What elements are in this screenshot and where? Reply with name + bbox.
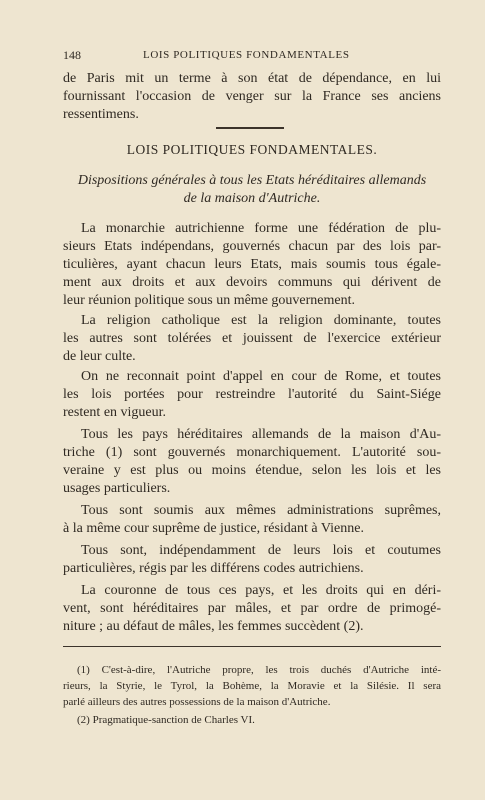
text-line: de Paris mit un terme à son état de dépendance, en lui: [63, 71, 441, 86]
text-line: ressentimens.: [63, 107, 139, 122]
paragraph-line: On ne reconnait point d'appel en cour de Rome, et toutes: [81, 369, 441, 384]
paragraph-line: ticulières, ayant chacun leurs Etats, mais soumis tous égale-: [63, 257, 441, 272]
section-divider: [216, 127, 284, 129]
paragraph-line: usages particuliers.: [63, 481, 171, 496]
paragraph-line: particulières, régis par les différens codes autrichiens.: [63, 561, 364, 576]
paragraph-line: ment aux droits et aux devoirs communs qui dérivent de: [63, 275, 441, 290]
paragraph-line: à la même cour suprême de justice, résidant à Vienne.: [63, 521, 364, 536]
running-title: LOIS POLITIQUES FONDAMENTALES: [143, 49, 350, 61]
paragraph-line: de leur culte.: [63, 349, 136, 364]
paragraph-line: vent, sont héréditaires par mâles, et par ordre de primogé-: [63, 601, 441, 616]
paragraph-line: Tous sont, indépendamment de leurs lois et coutumes: [81, 543, 441, 558]
paragraph-line: La religion catholique est la religion dominante, toutes: [81, 313, 441, 328]
paragraph-line: Tous les pays héréditaires allemands de la maison d'Au-: [81, 427, 441, 442]
paragraph-line: triche (1) sont gouvernés monarchiquement. L'autorité sou-: [63, 445, 441, 460]
footnote-line: rieurs, la Styrie, le Tyrol, la Bohème, la Moravie et la Silésie. Il sera: [63, 680, 441, 692]
footnote-line: (2) Pragmatique-sanction de Charles VI.: [77, 714, 255, 726]
section-title: LOIS POLITIQUES FONDAMENTALES.: [126, 142, 378, 157]
paragraph-line: Tous sont soumis aux mêmes administrations suprêmes,: [81, 503, 441, 518]
footnote-line: (1) C'est-à-dire, l'Autriche propre, les trois duchés d'Autriche inté-: [77, 664, 441, 676]
paragraph-line: les lois portées pour restreindre l'autorité du Saint-Siége: [63, 387, 441, 402]
section-subtitle-line: Dispositions générales à tous les Etats héréditaires allemands: [77, 173, 427, 188]
paragraph-line: les autres sont tolérées et jouissent de l'exercice extérieur: [63, 331, 441, 346]
running-header: [63, 48, 443, 64]
paragraph-line: La monarchie autrichienne forme une fédération de plu-: [81, 221, 441, 236]
paragraph-line: restent en vigueur.: [63, 405, 167, 420]
paragraph-line: sieurs Etats indépendans, gouvernés chacun par des lois par-: [63, 239, 441, 254]
footnote-line: parlé ailleurs des autres possessions de la maison d'Autriche.: [63, 696, 331, 708]
paragraph-line: niture ; au défaut de mâles, les femmes succèdent (2).: [63, 619, 364, 634]
paragraph-line: veraine y est plus ou moins étendue, selon les lois et les: [63, 463, 441, 478]
paragraph-line: La couronne de tous ces pays, et les droits qui en déri-: [81, 583, 441, 598]
section-subtitle-line: de la maison d'Autriche.: [183, 191, 321, 206]
page-number: 148: [63, 48, 81, 62]
paragraph-line: leur réunion politique sous un même gouvernement.: [63, 293, 355, 308]
footnote-rule: [63, 646, 441, 647]
text-line: fournissant l'occasion de venger sur la France ses anciens: [63, 89, 441, 104]
